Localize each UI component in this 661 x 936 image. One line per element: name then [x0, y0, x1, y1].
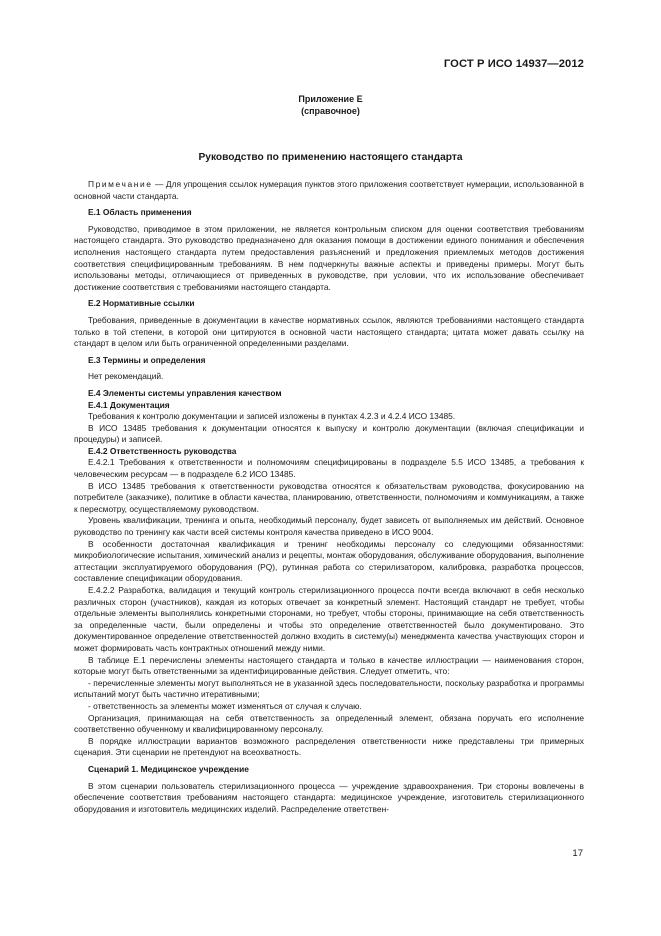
annex-title: Приложение Е: [298, 94, 363, 104]
annex-subtitle: (справочное): [301, 106, 360, 116]
document-body: [74, 179, 584, 815]
paragraph: Уровень квалификации, тренинга и опыта, необходимый персоналу, будет зависеть от выполняемых им действий. Основное руководство по тренингу как части всей системы контроля качества приведено в ИСО 9004.: [74, 515, 584, 538]
paragraph: Е.4.2.1 Требования к ответственности и полномочиям специфицированы в подразделе 5.5 ИСО 13485, а требования к человеческим ресурсам — в подразделе 6.2 ИСО 13485.: [74, 457, 584, 480]
paragraph: В особенности достаточная квалификация и тренинг необходимы персоналу со следующими обязанностями: микробиологические испытания, химический анализ и рецепты, монтаж оборудования, обслуживание оборудования, выполнение аттестации эксплуатируемого оборудования (PQ), рутинная работа со стерилизатором, калибровка, разработка процессов, составление спецификации оборудования.: [74, 538, 584, 584]
document-code: ГОСТ Р ИСО 14937—2012: [443, 58, 584, 70]
paragraph: Требования к контролю документации и записей изложены в пунктах 4.2.3 и 4.2.4 ИСО 13485.: [88, 411, 456, 422]
main-title: Руководство по применению настоящего стандарта: [198, 152, 463, 163]
subsection-heading-e42: Е.4.2 Ответственность руководства: [88, 445, 237, 456]
paragraph: В ИСО 13485 требования к ответственности руководства относятся к обязательствам руководства, фокусированию на потребителе (заказчике), политике в области качества, планированию, ответственности, полномочиям и коммуникациям, а также к пересмотру, осуществляемому руководством.: [74, 480, 584, 514]
paragraph: Требования, приведенные в документации в качестве нормативных ссылок, являются требованиями настоящего стандарта только в той степени, в которой они цитируются в основной части настоящего стандарта; цитата может давать ссылку на стандарт в целом или быть ограниченной определенными разделами.: [74, 314, 584, 349]
paragraph: В ИСО 13485 требования к документации относятся к выпуску и контролю документации (включая спецификации и процедуры) и записей.: [74, 422, 584, 445]
paragraph: В этом сценарии пользователь стерилизационного процесса — учреждение здравоохранения. Три стороны вовлечены в обеспечение соответствия требованиям настоящего стандарта: медицинское учреждение, изготовитель стерилизационного оборудования и изготовитель медицинских изделий. Распределение ответствен-: [74, 780, 584, 814]
paragraph: Е.4.2.2 Разработка, валидация и текущий контроль стерилизационного процесса почти всегда включают в себя несколько различных сторон (участников), каждая из которых отвечает за конкретный элемент. Настоящий стандарт не требует, чтобы отдельные элементы выполнялись конкретными сторонами, но требует, чтобы стороны, принимающие на себя ответственность за определенные части, были определены и чтобы это определение ответственностей было документировано. Это документированное определение ответственностей должно входить в систему(ы) менеджмента качества участвующих сторон и может формировать часть контрактных отношений между ними.: [74, 585, 584, 653]
annex-heading: [0, 93, 661, 117]
page-number: 17: [572, 848, 583, 859]
note-paragraph: [74, 179, 584, 202]
subsection-heading-e41: Е.4.1 Документация: [88, 399, 170, 410]
list-item: - перечисленные элементы могут выполняться не в указанной здесь последовательности, поскольку разработка и программы испытаний могут быть частично итеративными;: [74, 677, 584, 700]
paragraph: Руководство, приводимое в этом приложении, не является контрольным списком для оценки соответствия требованиям настоящего стандарта. Это руководство предназначено для оказания помощи в достижении единого понимания и обеспечения исполнения настоящего стандарта путем предоставления разъяснений и предложения приемлемых методов достижения соответствия специфицированным требованиям. В нем подчеркнуты важные аспекты и приведены примеры. Могут быть использованы методы, отличающиеся от приведенных в руководстве, при условии, что их использование обеспечивает достижение соответствия с требованиями настоящего стандарта.: [74, 223, 584, 292]
section-heading-e3: Е.3 Термины и определения: [88, 354, 206, 365]
paragraph: В таблице Е.1 перечислены элементы настоящего стандарта и только в качестве иллюстрации — наименования сторон, которые могут быть ответственными за идентифицированные действия. Следует отметить, что:: [74, 654, 584, 677]
paragraph: Организация, принимающая на себя ответственность за определенный элемент, обязана поручать его исполнение соответственно обученному и квалифицированному персоналу.: [74, 712, 584, 735]
paragraph: В порядке иллюстрации вариантов возможного распределения ответственности ниже представлены три примерных сценария. Эти сценарии не претендуют на всеохватность.: [74, 735, 584, 758]
note-lead: Примечание: [88, 179, 153, 189]
paragraph: Нет рекомендаций.: [88, 371, 164, 382]
section-heading-e1: Е.1 Область применения: [88, 207, 192, 218]
section-heading-e2: Е.2 Нормативные ссылки: [88, 298, 195, 309]
note-text: — Для упрощения ссылок нумерация пунктов этого приложения соответствует нумерации, использованной в основной части стандарта.: [74, 179, 584, 201]
scenario-heading: Сценарий 1. Медицинское учреждение: [88, 763, 249, 774]
list-item: - ответственность за элементы может изменяться от случая к случаю.: [88, 700, 362, 711]
section-heading-e4: Е.4 Элементы системы управления качеством: [88, 387, 282, 398]
